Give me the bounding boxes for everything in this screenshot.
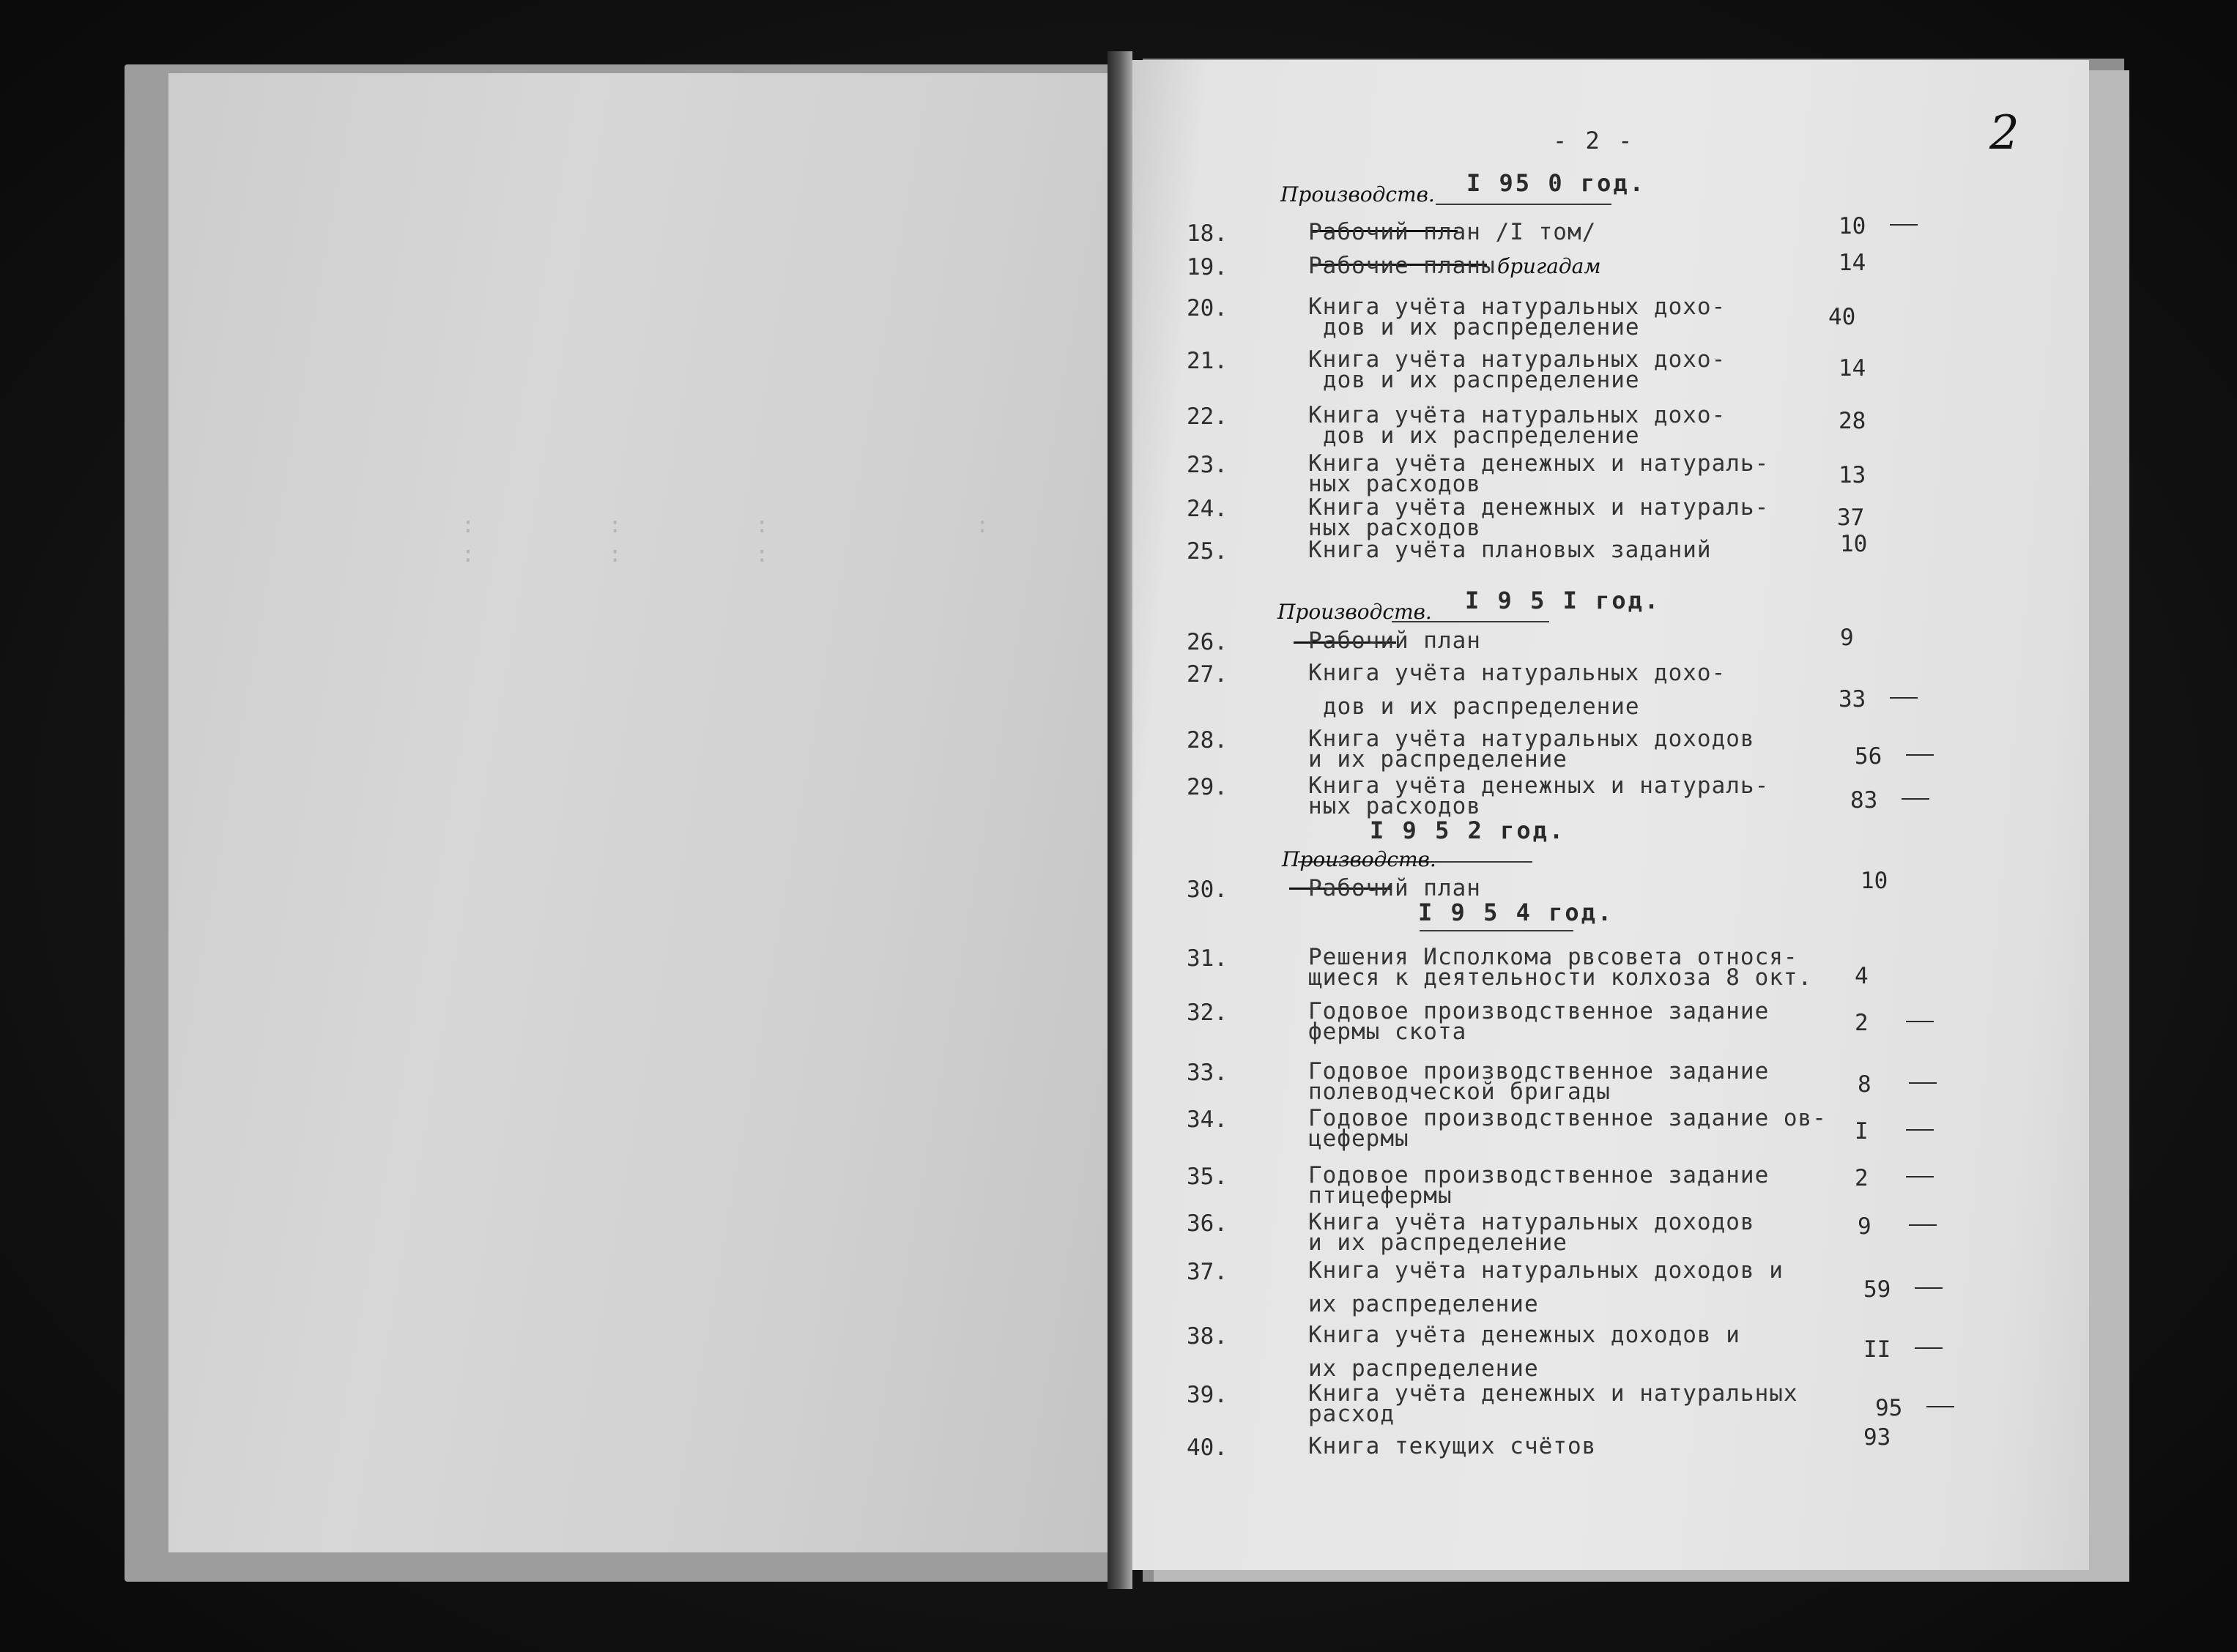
entry-number: 35. — [1187, 1164, 1228, 1190]
entry-number: 40. — [1187, 1435, 1228, 1461]
entry-title-line: Книга учёта денежных доходов и — [1308, 1322, 1740, 1348]
entry-title-line: Книга учёта натуральных доходов — [1308, 1209, 1755, 1235]
entry-title-line: Годовое производственное задание — [1308, 1162, 1770, 1188]
entry-title-line: Книга учёта натуральных дохо- — [1308, 346, 1726, 373]
page-count: 95 — [1875, 1395, 1903, 1421]
entry-title-line: ных расходов — [1308, 471, 1481, 497]
page-number: - 2 - — [1553, 127, 1635, 155]
check-dash — [1915, 1287, 1943, 1289]
entry-title-line: Книга учёта денежных и натураль- — [1308, 773, 1770, 799]
page-count: 56 — [1855, 743, 1882, 770]
page-count: 33 — [1839, 686, 1866, 712]
entry-number: 26. — [1187, 629, 1228, 655]
entry-title-line: Книга учёта денежных и натураль- — [1308, 450, 1770, 477]
entry-title-line: Книга текущих счётов — [1308, 1433, 1597, 1459]
entry-number: 31. — [1187, 945, 1228, 972]
entry-number: 32. — [1187, 1000, 1228, 1026]
handwritten-produced-1952: Производств. — [1282, 847, 1436, 871]
year-header-1951: I 9 5 I год. — [1465, 587, 1661, 614]
corner-page-number: 2 — [1989, 106, 2019, 160]
entry-title-line: птицефермы — [1308, 1183, 1453, 1209]
year-header-1954: I 9 5 4 год. — [1418, 898, 1614, 926]
entry-number: 18. — [1187, 220, 1228, 247]
underline-1950 — [1436, 204, 1611, 205]
page-count: 2 — [1855, 1165, 1869, 1191]
entry-title-line: Книга учёта денежных и натураль- — [1308, 494, 1770, 521]
entry-title-line: Книга учёта натуральных доходов — [1308, 726, 1755, 752]
entry-title-line: цефермы — [1308, 1125, 1409, 1152]
book-spine — [1108, 51, 1132, 1589]
entry-title-line: дов и их распределение — [1323, 423, 1640, 449]
page-count: 10 — [1840, 531, 1868, 557]
entry-title-line: фермы скота — [1308, 1019, 1467, 1045]
bleed-through-dots-2: : : : — [461, 542, 771, 568]
page-count: 14 — [1839, 355, 1866, 382]
entry-title-line: Книга учёта натуральных дохо- — [1308, 402, 1726, 428]
check-dash — [1906, 1021, 1934, 1022]
check-dash — [1906, 1176, 1934, 1177]
entry-number: 33. — [1187, 1060, 1228, 1086]
entry-title-line: дов и их распределение — [1323, 314, 1640, 341]
entry-number: 25. — [1187, 538, 1228, 565]
page-count: 93 — [1863, 1424, 1891, 1451]
entry-number: 23. — [1187, 452, 1228, 478]
entry-title-line: их распределение — [1308, 1355, 1539, 1382]
entry-number: 28. — [1187, 727, 1228, 754]
entry-title-line: Годовое производственное задание — [1308, 998, 1770, 1024]
entry-number: 24. — [1187, 496, 1228, 522]
check-dash — [1890, 697, 1918, 699]
entry-title-line: их распределение — [1308, 1291, 1539, 1317]
entry-title-line: Книга учёта натуральных доходов и — [1308, 1257, 1784, 1284]
bleed-through-dots: : : : : — [461, 513, 991, 538]
entry-number: 39. — [1187, 1382, 1228, 1408]
entry-title-line: Рабочие планы — [1308, 253, 1496, 279]
page-count: II — [1863, 1336, 1891, 1363]
page-count: 13 — [1839, 462, 1866, 488]
left-page-blank — [168, 73, 1125, 1552]
page-count: 8 — [1858, 1071, 1871, 1098]
page-count: 4 — [1855, 963, 1869, 989]
entry-title-line: и их распределение — [1308, 746, 1568, 773]
entry-number: 27. — [1187, 661, 1228, 688]
entry-number: 19. — [1187, 254, 1228, 280]
entry-title-line: Книга учёта натуральных дохо- — [1308, 294, 1726, 320]
year-header-1950: I 95 0 год. — [1466, 169, 1646, 197]
entry-title-line: расход — [1308, 1401, 1395, 1427]
page-count: I — [1855, 1118, 1869, 1145]
page-count: 37 — [1837, 505, 1865, 531]
entry-number: 37. — [1187, 1259, 1228, 1285]
entry-title-line: полеводческой бригады — [1308, 1079, 1611, 1105]
entry-number: 36. — [1187, 1210, 1228, 1237]
underline-1954 — [1420, 930, 1573, 931]
check-dash — [1926, 1406, 1954, 1407]
entry-title-line: дов и их распределение — [1323, 693, 1640, 720]
entry-title-line: дов и их распределение — [1323, 367, 1640, 393]
entry-title-line: Книга учёта денежных и натуральных — [1308, 1380, 1798, 1407]
entry-title-line: щиеся к деятельности колхоза 8 окт. — [1308, 964, 1813, 991]
check-dash — [1902, 798, 1929, 800]
check-dash — [1915, 1347, 1943, 1349]
entry-number: 20. — [1187, 295, 1228, 321]
page-count: 9 — [1858, 1213, 1871, 1240]
page-count: 14 — [1839, 250, 1866, 276]
handwritten-brigades: бригадам — [1497, 254, 1601, 278]
check-dash — [1909, 1224, 1937, 1226]
entry-title-line: Рабочий план — [1308, 628, 1481, 654]
handwritten-produced-1951: Производств. — [1277, 600, 1432, 624]
entry-title-line: ных расходов — [1308, 515, 1481, 541]
entry-number: 29. — [1187, 774, 1228, 800]
page-count: 83 — [1850, 787, 1878, 814]
entry-number: 22. — [1187, 403, 1228, 430]
page-count: 10 — [1861, 868, 1888, 894]
entry-title-line: Книга учёта натуральных дохо- — [1308, 660, 1726, 686]
page-count: 59 — [1863, 1276, 1891, 1303]
page-count: 28 — [1839, 408, 1866, 434]
check-dash — [1906, 754, 1934, 756]
page-count: 40 — [1828, 304, 1856, 330]
entry-title-line: Книга учёта плановых заданий — [1308, 537, 1712, 563]
page-count: 9 — [1840, 625, 1854, 651]
entry-title-line: Рабочий план — [1308, 875, 1481, 901]
page-count: 10 — [1839, 213, 1866, 239]
entry-title-line: и их распределение — [1308, 1229, 1568, 1256]
entry-number: 34. — [1187, 1106, 1228, 1133]
entry-title-line: Решения Исполкома рвсовета относя- — [1308, 944, 1798, 970]
entry-title-line: Годовое производственное задание ов- — [1308, 1105, 1827, 1131]
entry-title-line: ных расходов — [1308, 793, 1481, 819]
page-count: 2 — [1855, 1010, 1869, 1036]
entry-title-line: Годовое производственное задание — [1308, 1058, 1770, 1084]
entry-number: 21. — [1187, 348, 1228, 374]
year-header-1952: I 9 5 2 год. — [1370, 816, 1566, 844]
check-dash — [1909, 1082, 1937, 1084]
handwritten-produced-1950: Производств. — [1280, 182, 1435, 206]
entry-number: 38. — [1187, 1323, 1228, 1350]
entry-title-line: Рабочий план /I том/ — [1308, 219, 1597, 245]
check-dash — [1890, 224, 1918, 226]
entry-number: 30. — [1187, 877, 1228, 903]
check-dash — [1906, 1129, 1934, 1131]
